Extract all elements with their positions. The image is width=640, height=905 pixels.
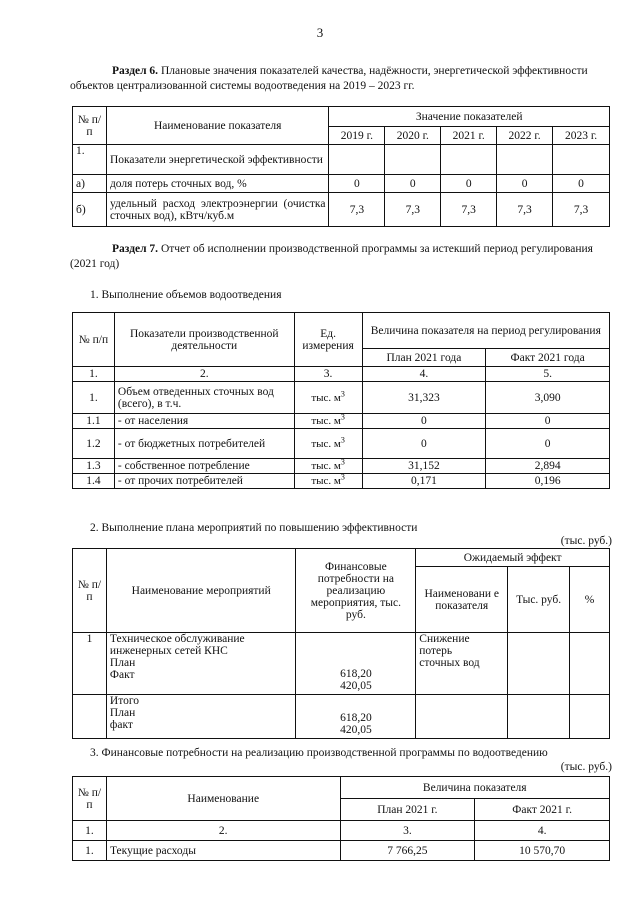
- p1-header-no: № п/п: [73, 313, 115, 367]
- part2-title: 2. Выполнение плана мероприятий по повышению эффективности: [90, 522, 418, 534]
- unit-sup: 3: [340, 472, 345, 482]
- s6-cell: 0: [329, 175, 385, 193]
- p1-header-plan: План 2021 года: [362, 349, 486, 367]
- part3-table: [72, 776, 610, 861]
- p1-row-plan: 31,323: [362, 382, 486, 414]
- unit-text: тыс. м: [311, 415, 341, 427]
- s6-cell: 0: [497, 175, 553, 193]
- s6-year: 2019 г.: [329, 127, 385, 145]
- p1-row-name: Объем отведенных сточных вод (всего), в т.ч.: [114, 382, 294, 414]
- s6-cell: 0: [441, 175, 497, 193]
- p1-row-unit: [294, 382, 362, 414]
- p1-index: 5.: [486, 367, 610, 382]
- p1-row-plan: 0: [362, 429, 486, 459]
- s6-cell: 7,3: [441, 193, 497, 227]
- part1-title: 1. Выполнение объемов водоотведения: [90, 289, 282, 301]
- p3-index: 1.: [73, 821, 107, 841]
- page-number: 3: [316, 25, 324, 40]
- p1-row-unit: [294, 414, 362, 429]
- p3-header-plan: План 2021 г.: [340, 799, 475, 821]
- p2-row-pct: [570, 633, 610, 695]
- p2-row-rub: [508, 695, 570, 739]
- s6-cell: [497, 145, 553, 175]
- p3-index: 3.: [340, 821, 475, 841]
- p1-row-no: 1.1: [73, 414, 115, 429]
- p3-header-no: № п/п: [73, 777, 107, 821]
- p2-fin-plan: 618,20: [340, 712, 372, 724]
- table-row: [73, 193, 610, 227]
- p2-row-no: 1: [73, 633, 107, 695]
- s6-cell: [553, 145, 610, 175]
- p1-header-fact: Факт 2021 года: [486, 349, 610, 367]
- table-row: [73, 841, 610, 861]
- s6-year: 2023 г.: [553, 127, 610, 145]
- p1-row-plan: 31,152: [362, 459, 486, 474]
- p3-header-name: Наименование: [106, 777, 340, 821]
- unit-sup: 3: [340, 388, 345, 398]
- s6-cell: 7,3: [553, 193, 610, 227]
- p1-row-unit: [294, 474, 362, 489]
- unit-text: тыс. м: [311, 391, 341, 404]
- s6-year: 2021 г.: [441, 127, 497, 145]
- s6-row-no: 1.: [73, 145, 107, 175]
- part3-units: (тыс. руб.): [560, 761, 612, 773]
- table-row: [73, 414, 610, 429]
- section6-label: Раздел 6.: [112, 65, 159, 77]
- s6-row-name: удельный расход электроэнергии (очистка сточных вод), кВтч/куб.м: [106, 193, 329, 227]
- p2-row-fin: [296, 633, 416, 695]
- table-row: [73, 175, 610, 193]
- p1-row-fact: 0: [486, 414, 610, 429]
- p1-row-plan: 0,171: [362, 474, 486, 489]
- s6-year: 2022 г.: [497, 127, 553, 145]
- table-row: [73, 429, 610, 459]
- p3-row-no: 1.: [73, 841, 107, 861]
- p1-header-name: Показатели производственной деятельности: [114, 313, 294, 367]
- p3-header-value: Величина показателя: [340, 777, 609, 799]
- p1-row-fact: 0,196: [486, 474, 610, 489]
- part3-title: 3. Финансовые потребности на реализацию производственной программы по водоотведению: [90, 747, 548, 759]
- p1-row-fact: 0: [486, 429, 610, 459]
- p1-row-name: - от прочих потребителей: [114, 474, 294, 489]
- table-row: [73, 633, 610, 695]
- unit-sup: 3: [340, 434, 345, 444]
- s6-row-name: Показатели энергетической эффективности: [106, 145, 329, 175]
- s6-year: 2020 г.: [385, 127, 441, 145]
- p1-row-name: - собственное потребление: [114, 459, 294, 474]
- s6-cell: 0: [553, 175, 610, 193]
- p2-row-indicator: Снижение потерь сточных вод: [416, 633, 508, 695]
- part2-table: [72, 548, 610, 739]
- p2-row-fin: [296, 695, 416, 739]
- p2-row-name: Техническое обслуживание инженерных сетей КНС План Факт: [106, 633, 296, 695]
- p1-row-unit: [294, 459, 362, 474]
- section6-table: [72, 106, 610, 227]
- s6-header-name: Наименование показателя: [106, 107, 329, 145]
- s6-cell: 0: [385, 175, 441, 193]
- p2-header-fin: Финансовые потребности на реализацию мероприятия, тыс. руб.: [296, 549, 416, 633]
- p1-row-no: 1.3: [73, 459, 115, 474]
- p2-fin-plan: 618,20: [340, 668, 372, 680]
- part2-units: (тыс. руб.): [560, 535, 612, 547]
- p1-row-name: - от бюджетных потребителей: [114, 429, 294, 459]
- table-row: [73, 382, 610, 414]
- p1-row-unit: [294, 429, 362, 459]
- table-row: [73, 367, 610, 382]
- p3-row-fact: 10 570,70: [475, 841, 610, 861]
- p1-row-fact: 2,894: [486, 459, 610, 474]
- s6-row-name: доля потерь сточных вод, %: [106, 175, 329, 193]
- section6-title: Плановые значения показателей качества, надёжности, энергетической эффективности объектов централизованной системы водоотведения на 2019 – 2023 гг.: [70, 65, 588, 92]
- table-row: [73, 145, 610, 175]
- p1-row-plan: 0: [362, 414, 486, 429]
- p1-index: 4.: [362, 367, 486, 382]
- part1-table: [72, 312, 610, 489]
- p1-index: 3.: [294, 367, 362, 382]
- s6-cell: 7,3: [497, 193, 553, 227]
- p2-row-no: [73, 695, 107, 739]
- p1-row-no: 1.: [73, 382, 115, 414]
- section7-label: Раздел 7.: [112, 243, 159, 255]
- p2-row-indicator: [416, 695, 508, 739]
- p2-row-name: Итого План факт: [106, 695, 296, 739]
- p2-header-no: № п/п: [73, 549, 107, 633]
- table-row: [73, 695, 610, 739]
- s6-cell: 7,3: [329, 193, 385, 227]
- s6-header-no: № п/п: [73, 107, 107, 145]
- p2-header-effect: Ожидаемый эффект: [416, 549, 610, 567]
- p1-index: 1.: [73, 367, 115, 382]
- p1-index: 2.: [114, 367, 294, 382]
- unit-text: тыс. м: [311, 475, 341, 487]
- p2-row-rub: [508, 633, 570, 695]
- unit-sup: 3: [340, 457, 345, 467]
- p3-row-plan: 7 766,25: [340, 841, 475, 861]
- p3-header-fact: Факт 2021 г.: [475, 799, 610, 821]
- s6-cell: [441, 145, 497, 175]
- p1-row-no: 1.2: [73, 429, 115, 459]
- s6-cell: [385, 145, 441, 175]
- p2-fin-fact: 420,05: [340, 724, 372, 736]
- table-row: [73, 474, 610, 489]
- p1-row-name: - от населения: [114, 414, 294, 429]
- p3-index: 4.: [475, 821, 610, 841]
- p2-header-indicator: Наименовани е показателя: [416, 567, 508, 633]
- unit-text: тыс. м: [311, 460, 341, 472]
- p3-index: 2.: [106, 821, 340, 841]
- p3-row-name: Текущие расходы: [106, 841, 340, 861]
- section7-heading: [70, 242, 610, 272]
- s6-row-no: б): [73, 193, 107, 227]
- p1-header-value: Величина показателя на период регулирования: [362, 313, 609, 349]
- p2-row-pct: [570, 695, 610, 739]
- section6-heading: [70, 64, 610, 94]
- unit-text: тыс. м: [311, 437, 341, 450]
- s6-header-value: Значение показателей: [329, 107, 610, 127]
- s6-cell: [329, 145, 385, 175]
- s6-row-no: а): [73, 175, 107, 193]
- p1-row-fact: 3,090: [486, 382, 610, 414]
- table-row: [73, 459, 610, 474]
- s6-cell: 7,3: [385, 193, 441, 227]
- table-row: [73, 821, 610, 841]
- p2-header-pct: %: [570, 567, 610, 633]
- p2-header-rub: Тыс. руб.: [508, 567, 570, 633]
- section7-title: Отчет об исполнении производственной программы за истекший период регулирования (2021 год): [70, 243, 593, 270]
- unit-sup: 3: [340, 412, 345, 422]
- p2-header-name: Наименование мероприятий: [106, 549, 296, 633]
- p2-fin-fact: 420,05: [340, 680, 372, 692]
- p1-header-unit: Ед. измерения: [294, 313, 362, 367]
- p1-row-no: 1.4: [73, 474, 115, 489]
